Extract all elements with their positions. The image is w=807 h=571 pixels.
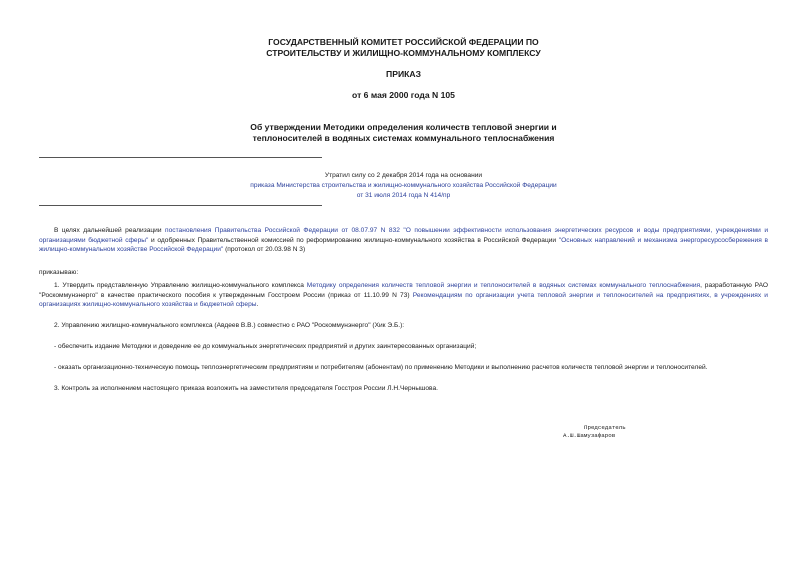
preamble-text-2: и одобренных Правительственной комиссией по реформированию жилищно-коммунального хозяйства в Российской Федерации (148, 236, 559, 244)
repeal-order-date-link[interactable]: от 31 июля 2014 года N 414/пр (356, 192, 451, 199)
order-word: приказываю: (39, 269, 79, 276)
preamble-text-1: В целях дальнейшей реализации (54, 227, 166, 234)
item-1-paragraph (39, 281, 768, 310)
preamble-paragraph (39, 226, 768, 255)
subject-line-2: теплоносителей в водяных системах коммунального теплоснабжения (252, 133, 555, 143)
agency-title-line-2: СТРОИТЕЛЬСТВУ И ЖИЛИЩНО-КОММУНАЛЬНОМУ КОМПЛЕКСУ (266, 48, 541, 58)
document-type: ПРИКАЗ (386, 69, 421, 79)
preamble-text-3: (протокол от 20.03.98 N 3) (223, 246, 306, 254)
item-2b-paragraph: - оказать организационно-техническую помощь теплоэнергетическим предприятиям и потребителям (абонентам) по применению Методики и выполнению расчетов количеств тепловой энергии и теплоносителей. (54, 364, 708, 371)
divider-top (39, 157, 322, 158)
item-1-text-1: 1. Утвердить представленную Управлению жилищно-коммунального комплекса (54, 282, 307, 289)
recommendations-link[interactable]: Рекомендациям по организации учета тепловой энергии и теплоносителей на предприятиях, в учреждениях и организациях жилищно-коммунального хозяйства и бюджетной сферы (39, 291, 768, 309)
government-decree-link[interactable]: постановления Правительства Российской Федерации от 08.07.97 N 832 "О повышении эффективности использования энергетических ресурсов и воды предприятиями, учреждениями и организациями бюджетной сферы" (39, 227, 769, 244)
energy-saving-directions-link[interactable]: "Основных направлений и механизма энергоресурсосбережения в жилищно-коммунальном хозяйстве Российской Федерации" (39, 236, 768, 254)
repeal-notice: Утратил силу со 2 декабря 2014 года на основании (324, 172, 483, 179)
item-2a-paragraph: - обеспечить издание Методики и доведение ее до коммунальных энергетических предприятий и других заинтересованных организаций; (54, 343, 477, 350)
divider-bottom (39, 205, 322, 206)
repeal-order-link[interactable]: приказа Министерства строительства и жилищно-коммунального хозяйства Российской Федерации (250, 182, 557, 189)
item-1-text-3: . (256, 301, 259, 309)
subject-line-1: Об утверждении Методики определения количеств тепловой энергии и (250, 122, 557, 132)
signature-role: Председатель (584, 424, 626, 431)
signature-name: А.Ш.Шамузафаров (563, 432, 616, 439)
item-2-paragraph: 2. Управлению жилищно-коммунального комплекса (Авдеев В.В.) совместно с РАО "Роскоммунэнерго" (Хик Э.Б.): (54, 322, 405, 329)
item-1-text-2: , разработанную РАО "Роскоммунэнерго" в качестве практического пособия к утвержденным Госстроем России (приказ от 11.10.99 N 73) (39, 282, 768, 299)
item-3-paragraph: 3. Контроль за исполнением настоящего приказа возложить на заместителя председателя Госстроя России Л.Н.Чернышова. (54, 385, 438, 392)
methodology-link[interactable]: Методику определения количеств тепловой энергии и теплоносителей в водяных системах коммунального теплоснабжения (306, 282, 701, 289)
document-date: от 6 мая 2000 года N 105 (352, 90, 455, 100)
agency-title-line-1: ГОСУДАРСТВЕННЫЙ КОМИТЕТ РОССИЙСКОЙ ФЕДЕРАЦИИ ПО (268, 37, 539, 47)
